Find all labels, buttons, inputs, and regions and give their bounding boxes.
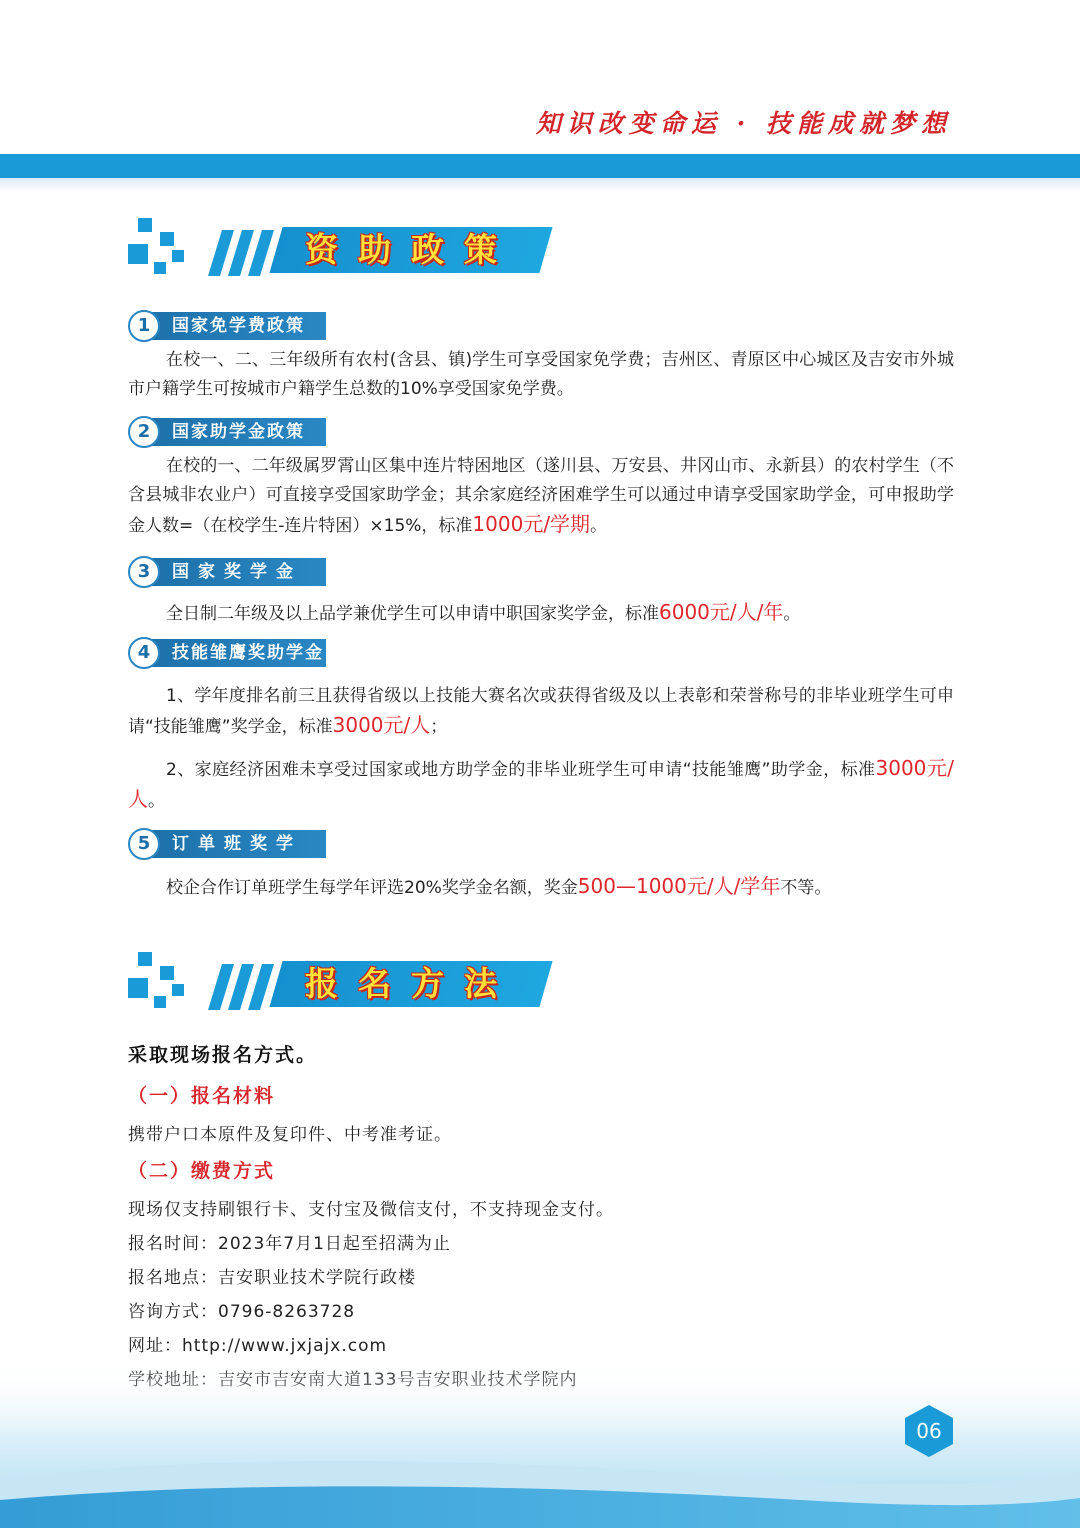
item-text-4b: 2、家庭经济困难未享受过国家或地方助学金的非毕业班学生可申请“技能雏鹰”助学金，标准3000元/人。 [128, 756, 954, 811]
header-band-shadow [0, 178, 1080, 192]
page-number: 06 [916, 1419, 942, 1443]
amount-highlight: 6000元/人/年 [659, 600, 784, 624]
page-number-badge [905, 1405, 953, 1457]
item-label: 国家助学金政策 [172, 422, 305, 442]
materials-heading: （一）报名材料 [128, 1085, 276, 1107]
item-text-1: 在校一、二、三年级所有农村(含县、镇)学生可享受国家免学费；吉州区、青原区中心城区及吉安市外城市户籍学生可按城市户籍学生总数的10%享受国家免学费。 [128, 350, 954, 399]
contact-phone: 咨询方式：0796-8263728 [128, 1302, 356, 1322]
materials-text: 携带户口本原件及复印件、中考准考证。 [128, 1125, 452, 1145]
item-text-3: 全日制二年级及以上品学兼优学生可以申请中职国家奖学金，标准6000元/人/年。 [166, 600, 801, 624]
item-number: 3 [128, 556, 160, 588]
enroll-time: 报名时间：2023年7月1日起至招满为止 [128, 1234, 451, 1254]
section-title-aid: 资助政策 [305, 230, 517, 269]
item-label: 订单班奖学金 [172, 834, 302, 882]
website-link[interactable]: 网址：http://www.jxjajx.com [128, 1336, 388, 1356]
item-tag-2 [128, 418, 326, 446]
header-slogan: 知识改变命运 · 技能成就梦想 [535, 109, 952, 138]
item-label: 技能雏鹰奖助学金 [172, 643, 324, 663]
section-header-enroll [128, 952, 568, 1022]
item-text-4a: 1、学年度排名前三且获得省级以上技能大赛名次或获得省级及以上表彰和荣誉称号的非毕业班学生可申请“技能雏鹰”奖学金，标准3000元/人； [128, 686, 954, 737]
header-band [0, 154, 1080, 178]
item-number: 1 [128, 310, 160, 342]
amount-highlight: 500—1000元/人/学年 [577, 874, 781, 898]
item-label: 国家免学费政策 [172, 316, 305, 336]
item-text-5: 校企合作订单班学生每学年评选20%奖学金名额，奖金500—1000元/人/学年不等。 [166, 874, 832, 898]
item-number: 4 [128, 637, 160, 669]
payment-text: 现场仅支持刷银行卡、支付宝及微信支付，不支持现金支付。 [128, 1200, 614, 1220]
item-tag-4 [128, 639, 326, 667]
amount-highlight: 3000元/人 [332, 713, 431, 737]
enroll-lead: 采取现场报名方式。 [128, 1044, 318, 1066]
enroll-place: 报名地点：吉安职业技术学院行政楼 [128, 1268, 416, 1288]
amount-highlight: 3000元/人 [128, 756, 954, 811]
section-title-enroll: 报名方法 [305, 964, 517, 1003]
item-text-2: 在校的一、二年级属罗霄山区集中连片特困地区（遂川县、万安县、井冈山市、永新县）的农村学生（不含县城非农业户）可直接享受国家助学金；其余家庭经济困难学生可以通过申请享受国家助学金，可申报助学金人数=（在校学生-连片特困）×15%，标准1000元/学期。 [128, 456, 954, 536]
section-header-aid [128, 218, 568, 288]
amount-highlight: 1000元/学期 [472, 512, 591, 536]
item-tag-1 [128, 312, 326, 340]
item-number: 5 [128, 828, 160, 860]
item-label: 国家奖学金 [172, 562, 302, 582]
item-number: 2 [128, 416, 160, 448]
item-tag-3 [128, 558, 326, 586]
payment-heading: （二）缴费方式 [128, 1160, 276, 1182]
item-tag-5 [128, 830, 326, 882]
